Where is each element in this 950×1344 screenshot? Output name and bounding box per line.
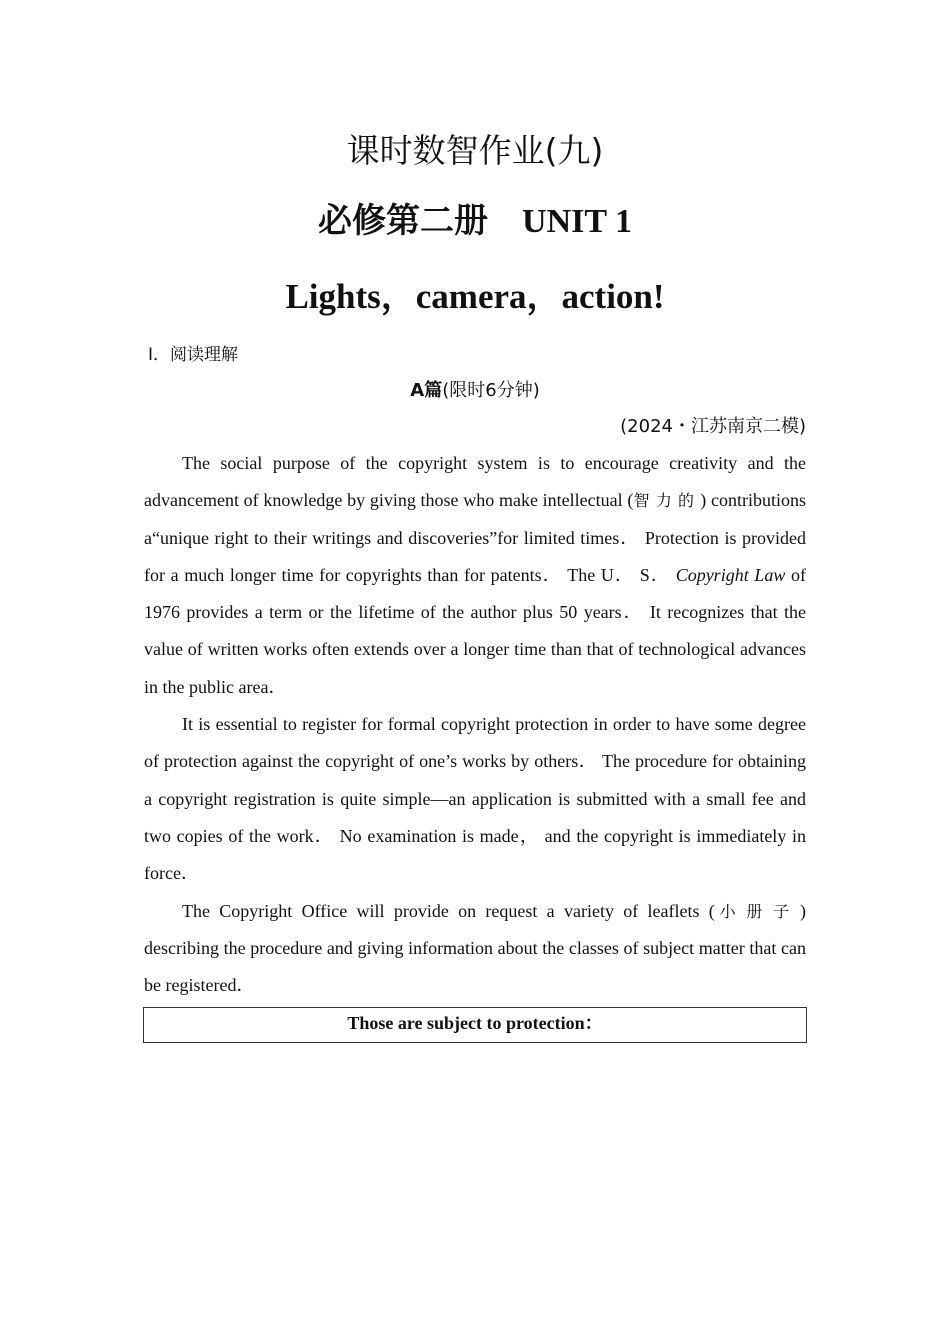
book-unit-heading [0, 198, 950, 245]
paragraph-3-part-a: The Copyright Office will provide on request a variety of leaflets ( [182, 900, 715, 921]
paragraph-1-part-a: The social purpose of the copyright system is to encourage creativity and the advancement of knowledge by giving those who make intellectual ( [144, 453, 806, 511]
protection-table [143, 1007, 807, 1043]
gloss-leaflets: 小册子 [714, 901, 800, 921]
worksheet-title: 课时数智作业(九) [346, 131, 604, 170]
paragraph-3-part-b: ) describing the procedure and giving information about the classes of subject matter that can be registered． [144, 900, 806, 996]
unit-name: UNIT 1 [522, 203, 632, 240]
lesson-title: Lights，camera，action! [285, 277, 665, 316]
passage-body [144, 445, 806, 1004]
paragraph-2: It is essential to register for formal copyright protection in order to have some degree of protection against the copyright of one’s works by others． The procedure for obtaining a copyright registration is quite simple—an application is submitted with a small fee and two copies of the work． No examination is made， and the copyright is immediately in force． [144, 714, 806, 884]
gloss-intellectual: 智力的 [633, 491, 701, 511]
paragraph-1-part-b: ) contributions a“unique right to their writings and discoveries”for limited times． Protection is provided for a much longer time for copyrights than for patents． The U． S． [144, 490, 806, 585]
source-text: (2024・江苏南京二模) [620, 416, 806, 437]
book-name: 必修第二册 [318, 201, 489, 241]
passage-name: A篇 [410, 380, 443, 401]
table-header: Those are subject to protection： [347, 1013, 603, 1033]
paragraph-3 [144, 893, 806, 1005]
paragraph-1 [144, 445, 806, 706]
passage-heading [0, 377, 950, 404]
copyright-law-title: Copyright Law [675, 564, 786, 585]
section-label: Ⅰ．阅读理解 [148, 345, 239, 365]
time-limit: (限时6分钟) [442, 380, 540, 401]
paragraph-1-part-c: of 1976 provides a term or the lifetime of the author plus 50 years． It recognizes that the value of written works often extends over a longer time than that of technological advances in the public area． [144, 564, 806, 697]
passage-source [620, 413, 806, 440]
